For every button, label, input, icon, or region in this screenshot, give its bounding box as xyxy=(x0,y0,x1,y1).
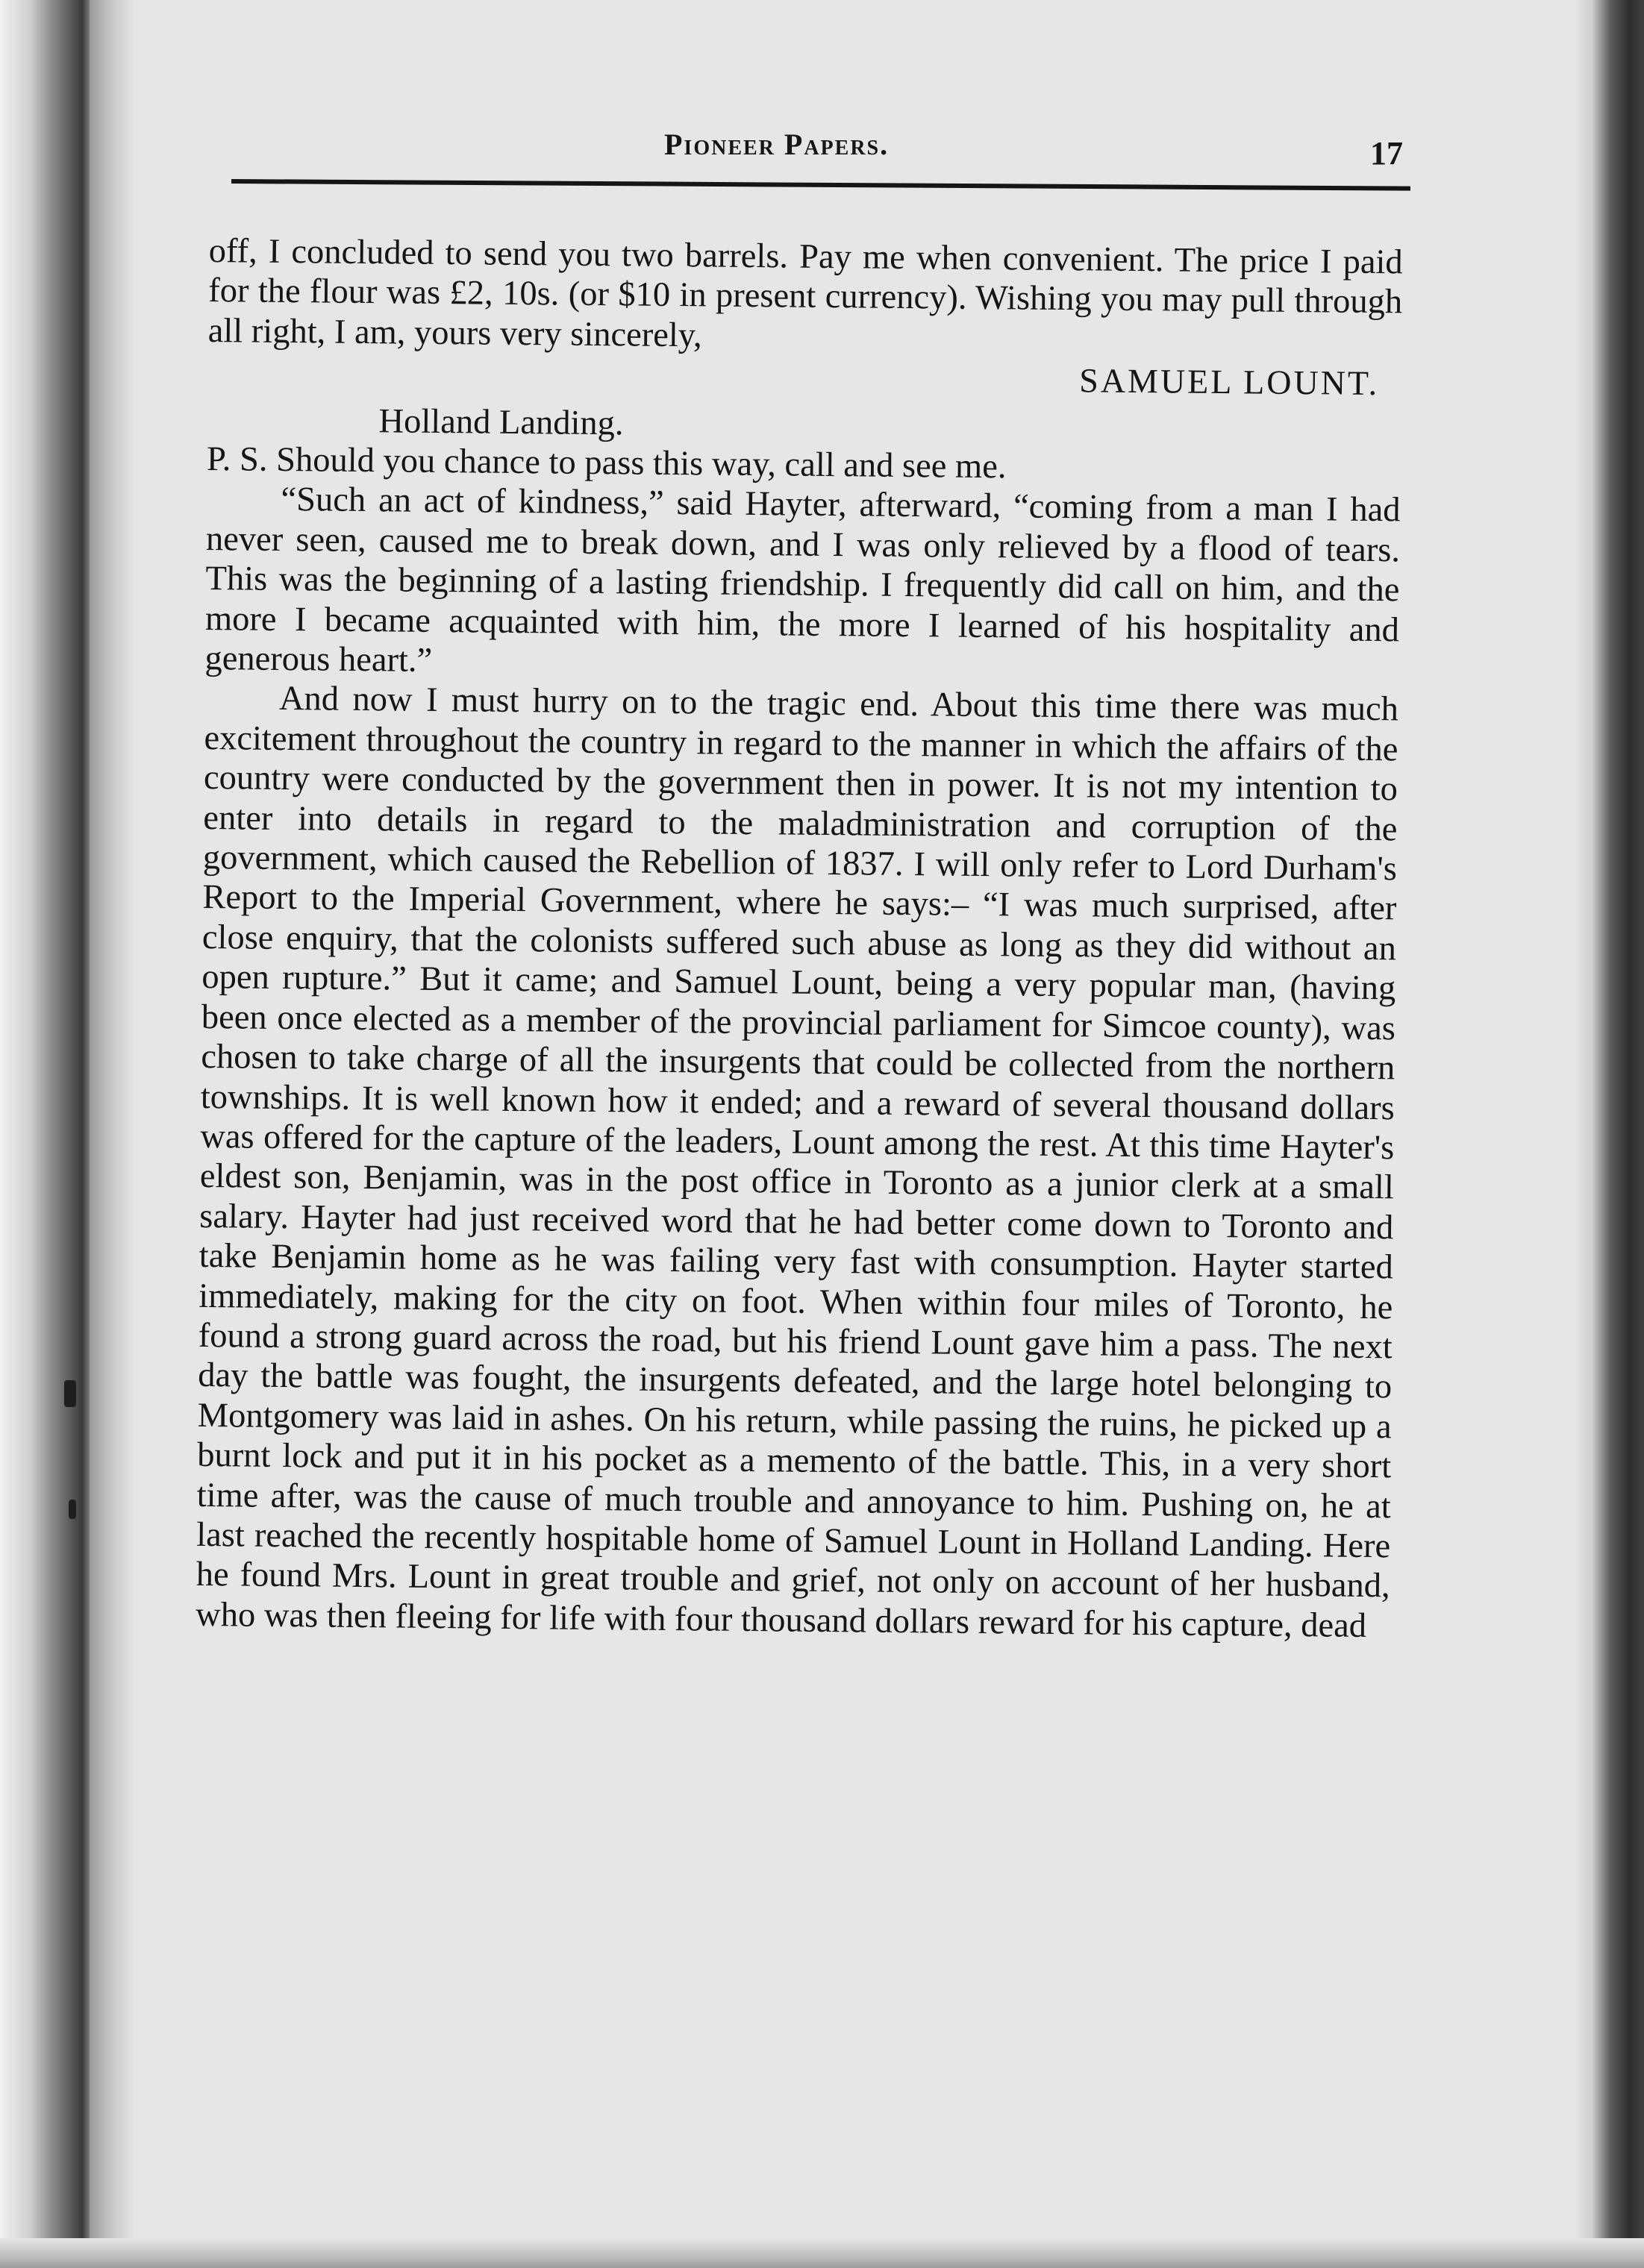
gutter-shadow xyxy=(90,0,134,2268)
letter-place: Holland Landing. xyxy=(378,401,624,442)
page-number: 17 xyxy=(1370,135,1403,172)
letter-postscript: P. S. Should you chance to pass this way, call and see me. xyxy=(206,440,1007,486)
header-rule xyxy=(231,179,1410,191)
paragraph: “Such an act of kindness,” said Hayter, afterward, “coming from a man I had never seen, caused me to break down, and I was only relieved by a flood of tears. This was the beginning of a lasting friendship. I frequently did call on him, and the more I became acquainted with him, the more I learned of his hospitality and generous heart.” xyxy=(204,480,1401,680)
page-header xyxy=(187,104,1410,194)
letter-closing: off, I concluded to send you two barrels. Pay me when convenient. The price I paid for the flour was £2, 10s. (or $10 in present currency). Wishing you may pull through all right, I am, yours very sincerely, xyxy=(207,231,1403,355)
book-spine-shadow xyxy=(0,0,90,2268)
running-title: Pioneer Papers. xyxy=(664,128,890,161)
page-edge-shadow xyxy=(1577,0,1644,2268)
scan-artifact-mark xyxy=(69,1500,76,1519)
body-text xyxy=(196,231,1403,1646)
scan-artifact-mark xyxy=(64,1380,76,1407)
paragraph: And now I must hurry on to the tragic end. About this time there was much excitement throughout the country in regard to the manner in which the affairs of the country were conducted by the government then in power. It is not my intention to enter into details in regard to the maladministration and corruption of the government, which caused the Rebellion of 1837. I will only refer to Lord Durham's Report to the Imperial Government, where he says:– “I was much surprised, after close enquiry, that the colonists suffered such abuse as long as they did without an open rupture.” But it came; and Samuel Lount, being a very popular man, (having been once elected as a member of the provincial parliament for Simcoe county), was chosen to take charge of all the insurgents that could be collected from the northern townships. It is well known how it ended; and a reward of several thousand dollars was offered for the capture of the leaders, Lount among the rest. At this time Hayter's eldest son, Benjamin, was in the post office in Toronto as a junior clerk at a small salary. Hayter had just received word that he had better come down to Toronto and take Benjamin home as he was failing very fast with consumption. Hayter started immediately, making for the city on foot. When within four miles of Toronto, he found a strong guard across the road, but his friend Lount gave him a pass. The next day the battle was fought, the insurgents defeated, and the large hotel belonging to Montgomery was laid in ashes. On his return, while passing the ruins, he picked up a burnt lock and put it in his pocket as a memento of the battle. This, in a very short time after, was the cause of much trouble and annoyance to him. Pushing on, he at last reached the recently hospitable home of Samuel Lount in Holland Landing. Here he found Mrs. Lount in great trouble and grief, not only on account of her husband, who was then fleeing for life with four thousand dollars reward for his capture, dead xyxy=(195,680,1399,1645)
bottom-edge-shadow xyxy=(0,2238,1644,2268)
document-page xyxy=(187,104,1410,2178)
letter-signature: SAMUEL LOUNT. xyxy=(1079,361,1380,403)
